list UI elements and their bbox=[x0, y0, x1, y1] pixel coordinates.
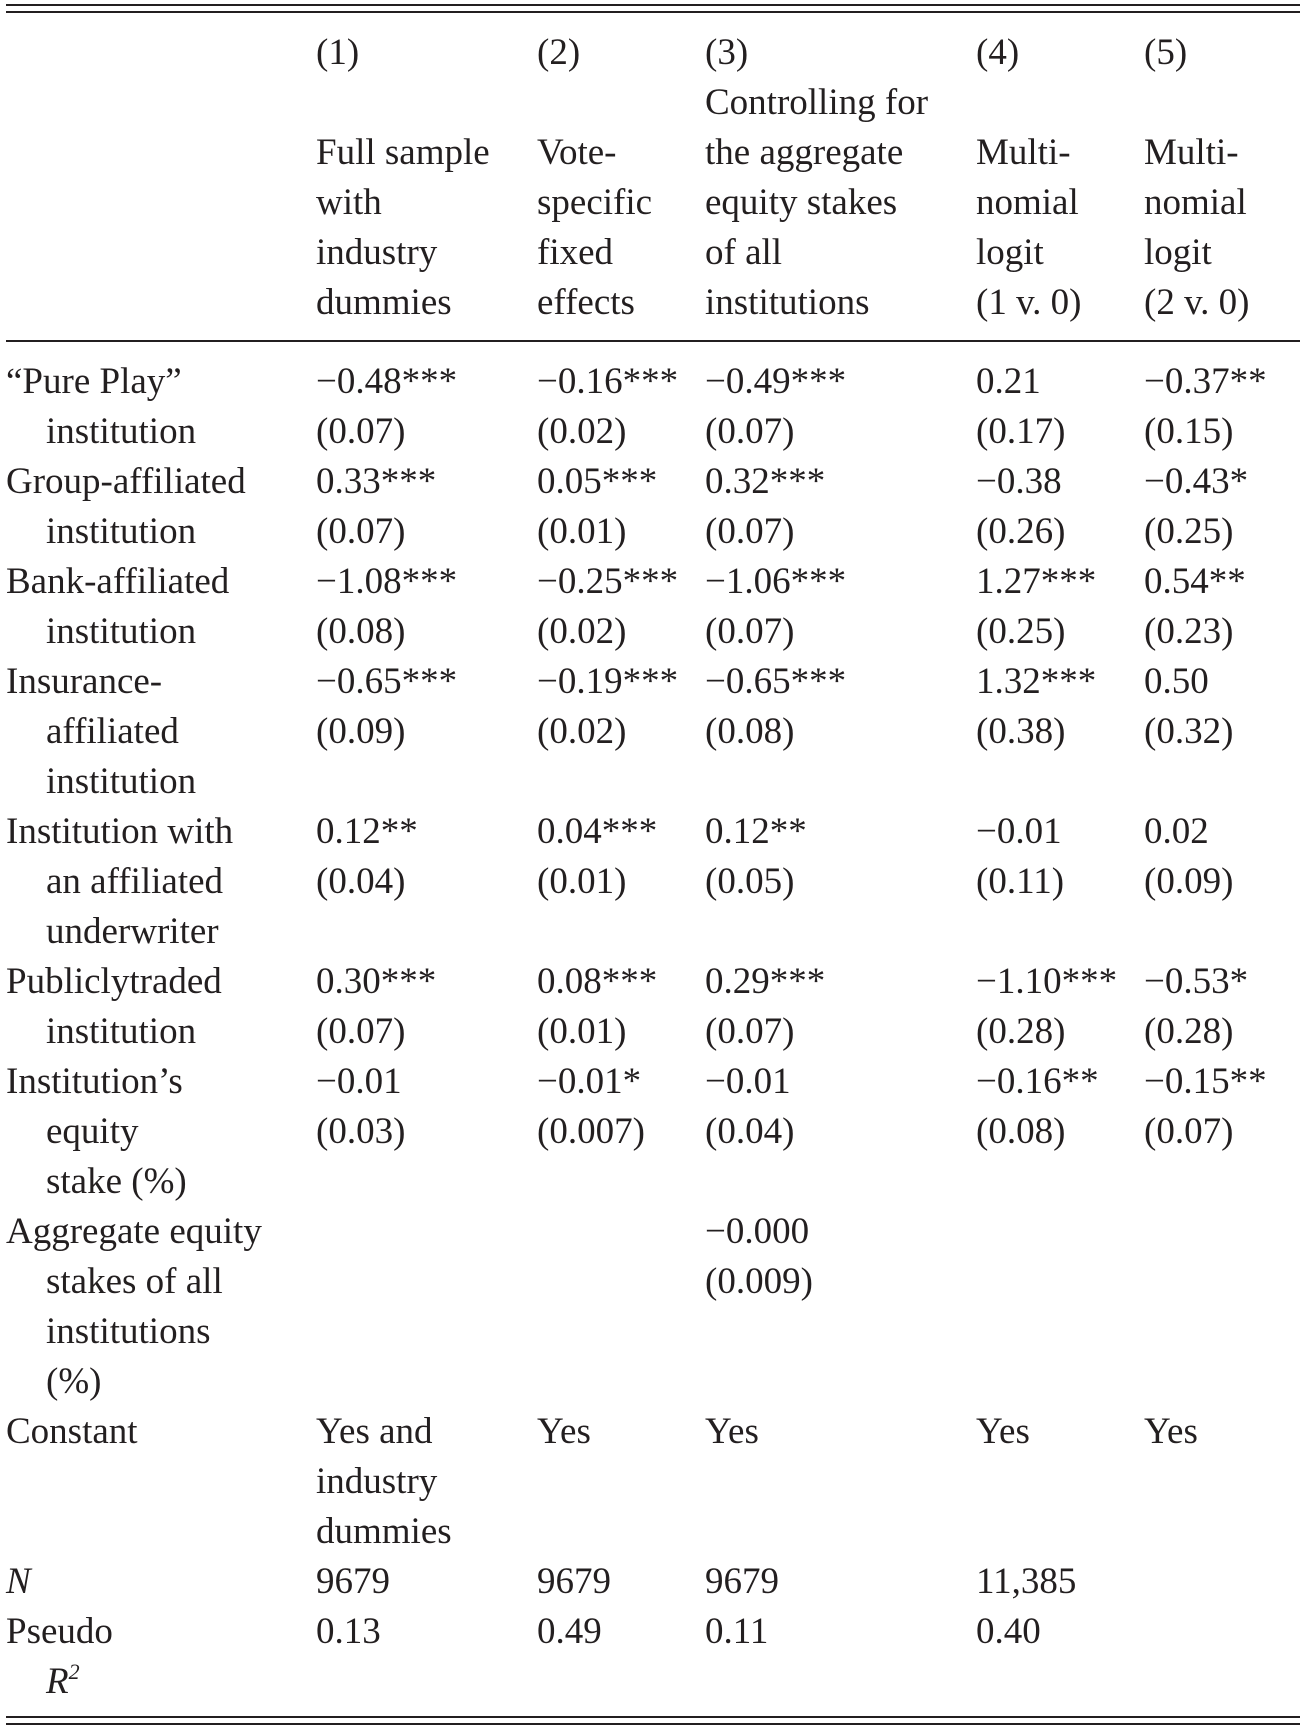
table-cell: −0.65*** (0.08) bbox=[705, 661, 847, 752]
table-cell: 0.40 bbox=[976, 1611, 1041, 1652]
row-label-line: Publiclytraded bbox=[6, 961, 222, 1002]
row-label-affiliated-underwriter bbox=[6, 807, 233, 957]
row-label-line: Bank-affiliated bbox=[6, 561, 230, 602]
bottom-rule-2 bbox=[6, 1723, 1300, 1725]
row-label-line: stake (%) bbox=[46, 1161, 187, 1202]
table-cell: 9679 bbox=[316, 1561, 390, 1602]
table-cell: −0.48*** (0.07) bbox=[316, 361, 458, 452]
table-cell: −0.01* (0.007) bbox=[537, 1061, 645, 1152]
table-cell: −0.49*** (0.07) bbox=[705, 361, 847, 452]
table-cell: −0.000 (0.009) bbox=[705, 1211, 813, 1302]
table-cell: 1.27*** (0.25) bbox=[976, 561, 1097, 652]
table-cell: −0.65*** (0.09) bbox=[316, 661, 458, 752]
row-label-line: stakes of all bbox=[46, 1261, 223, 1302]
table-cell: −1.06*** (0.07) bbox=[705, 561, 847, 652]
row-label-line: affiliated bbox=[46, 711, 179, 752]
row-label-constant bbox=[6, 1407, 138, 1457]
r-exponent: 2 bbox=[68, 1659, 80, 1684]
row-label-line: N bbox=[6, 1561, 31, 1602]
table-cell: −0.53* (0.28) bbox=[1144, 961, 1249, 1052]
table-cell: −0.38 (0.26) bbox=[976, 461, 1066, 552]
column-number-3: (3) bbox=[705, 32, 749, 73]
table-cell: −1.08*** (0.08) bbox=[316, 561, 458, 652]
row-label-line: institutions bbox=[46, 1311, 211, 1352]
table-cell: 0.29*** (0.07) bbox=[705, 961, 826, 1052]
table-cell: −0.01 (0.11) bbox=[976, 811, 1065, 902]
table-cell: 0.30*** (0.07) bbox=[316, 961, 437, 1052]
row-label-line: Group-affiliated bbox=[6, 461, 246, 502]
table-cell: −0.43* (0.25) bbox=[1144, 461, 1249, 552]
row-label-line bbox=[6, 1657, 113, 1707]
table-cell: Yes bbox=[976, 1411, 1030, 1452]
table-cell: 9679 bbox=[705, 1561, 779, 1602]
table-cell: 9679 bbox=[537, 1561, 611, 1602]
bottom-rule-1 bbox=[6, 1716, 1300, 1718]
top-rule-1 bbox=[6, 4, 1300, 6]
r-symbol: R bbox=[46, 1661, 69, 1702]
row-label-n bbox=[6, 1557, 31, 1607]
row-label-line: Constant bbox=[6, 1411, 138, 1452]
row-label-line: institution bbox=[46, 1011, 197, 1052]
top-rule-2 bbox=[6, 11, 1300, 13]
row-label-line: (%) bbox=[46, 1361, 102, 1402]
row-label-line: institution bbox=[46, 761, 197, 802]
table-cell: Yes bbox=[1144, 1411, 1198, 1452]
table-cell: −0.16*** (0.02) bbox=[537, 361, 679, 452]
row-label-line: “Pure Play” bbox=[6, 361, 182, 402]
row-label-line: institution bbox=[46, 611, 197, 652]
row-label-line: equity bbox=[46, 1111, 139, 1152]
column-number-5: (5) bbox=[1144, 32, 1188, 73]
table-cell: −0.16** (0.08) bbox=[976, 1061, 1099, 1152]
header-rule bbox=[6, 340, 1300, 342]
row-label-equity-stake bbox=[6, 1057, 187, 1207]
table-cell: 0.21 (0.17) bbox=[976, 361, 1066, 452]
column-number-1: (1) bbox=[316, 32, 360, 73]
table-cell: 0.02 (0.09) bbox=[1144, 811, 1234, 902]
table-cell: Yes bbox=[537, 1411, 591, 1452]
table-cell: 0.49 bbox=[537, 1611, 602, 1652]
row-label-bank-affiliated bbox=[6, 557, 229, 657]
table-cell: 0.12** (0.05) bbox=[705, 811, 807, 902]
row-label-line: Aggregate equity bbox=[6, 1211, 262, 1252]
row-label-line: Institution’s bbox=[6, 1061, 183, 1102]
row-label-insurance-affiliated bbox=[6, 657, 196, 807]
table-cell: −0.01 (0.04) bbox=[705, 1061, 795, 1152]
column-description-2: Vote- specific fixed effects bbox=[537, 132, 653, 323]
table-cell: Yes and industry dummies bbox=[316, 1411, 452, 1552]
table-cell: −1.10*** (0.28) bbox=[976, 961, 1118, 1052]
row-label-line: Pseudo bbox=[6, 1611, 113, 1652]
row-label-aggregate-equity bbox=[6, 1207, 262, 1407]
table-cell: 0.12** (0.04) bbox=[316, 811, 418, 902]
table-cell: 0.13 bbox=[316, 1611, 381, 1652]
table-cell: 0.11 bbox=[705, 1611, 769, 1652]
table-cell: −0.01 (0.03) bbox=[316, 1061, 406, 1152]
table-cell: 0.08*** (0.01) bbox=[537, 961, 658, 1052]
row-label-line: Insurance- bbox=[6, 661, 163, 702]
row-label-line: Institution with bbox=[6, 811, 234, 852]
table-cell: 0.32*** (0.07) bbox=[705, 461, 826, 552]
table-cell: 0.33*** (0.07) bbox=[316, 461, 437, 552]
table-cell: −0.37** (0.15) bbox=[1144, 361, 1267, 452]
table-cell: −0.15** (0.07) bbox=[1144, 1061, 1267, 1152]
column-description-3: Controlling for the aggregate equity stakes of all institutions bbox=[705, 82, 929, 323]
column-number-4: (4) bbox=[976, 32, 1020, 73]
table-cell: 1.32*** (0.38) bbox=[976, 661, 1097, 752]
column-description-4: Multi- nomial logit (1 v. 0) bbox=[976, 132, 1082, 323]
column-description-5: Multi- nomial logit (2 v. 0) bbox=[1144, 132, 1250, 323]
table-cell: −0.25*** (0.02) bbox=[537, 561, 679, 652]
column-number-2: (2) bbox=[537, 32, 581, 73]
table-cell: 11,385 bbox=[976, 1561, 1077, 1602]
table-cell: −0.19*** (0.02) bbox=[537, 661, 679, 752]
table-cell: Yes bbox=[705, 1411, 759, 1452]
row-label-line: underwriter bbox=[46, 911, 219, 952]
table-cell: 0.04*** (0.01) bbox=[537, 811, 658, 902]
row-label-line: institution bbox=[46, 411, 197, 452]
row-label-line: an affiliated bbox=[46, 861, 224, 902]
row-label-pseudo-r2 bbox=[6, 1607, 113, 1707]
column-description-1: Full sample with industry dummies bbox=[316, 132, 490, 323]
row-label-pure-play bbox=[6, 357, 196, 457]
table-cell: 0.05*** (0.01) bbox=[537, 461, 658, 552]
table-cell: 0.50 (0.32) bbox=[1144, 661, 1234, 752]
row-label-line: institution bbox=[46, 511, 197, 552]
table-cell: 0.54** (0.23) bbox=[1144, 561, 1246, 652]
row-label-publicly-traded bbox=[6, 957, 222, 1057]
row-label-group-affiliated bbox=[6, 457, 246, 557]
